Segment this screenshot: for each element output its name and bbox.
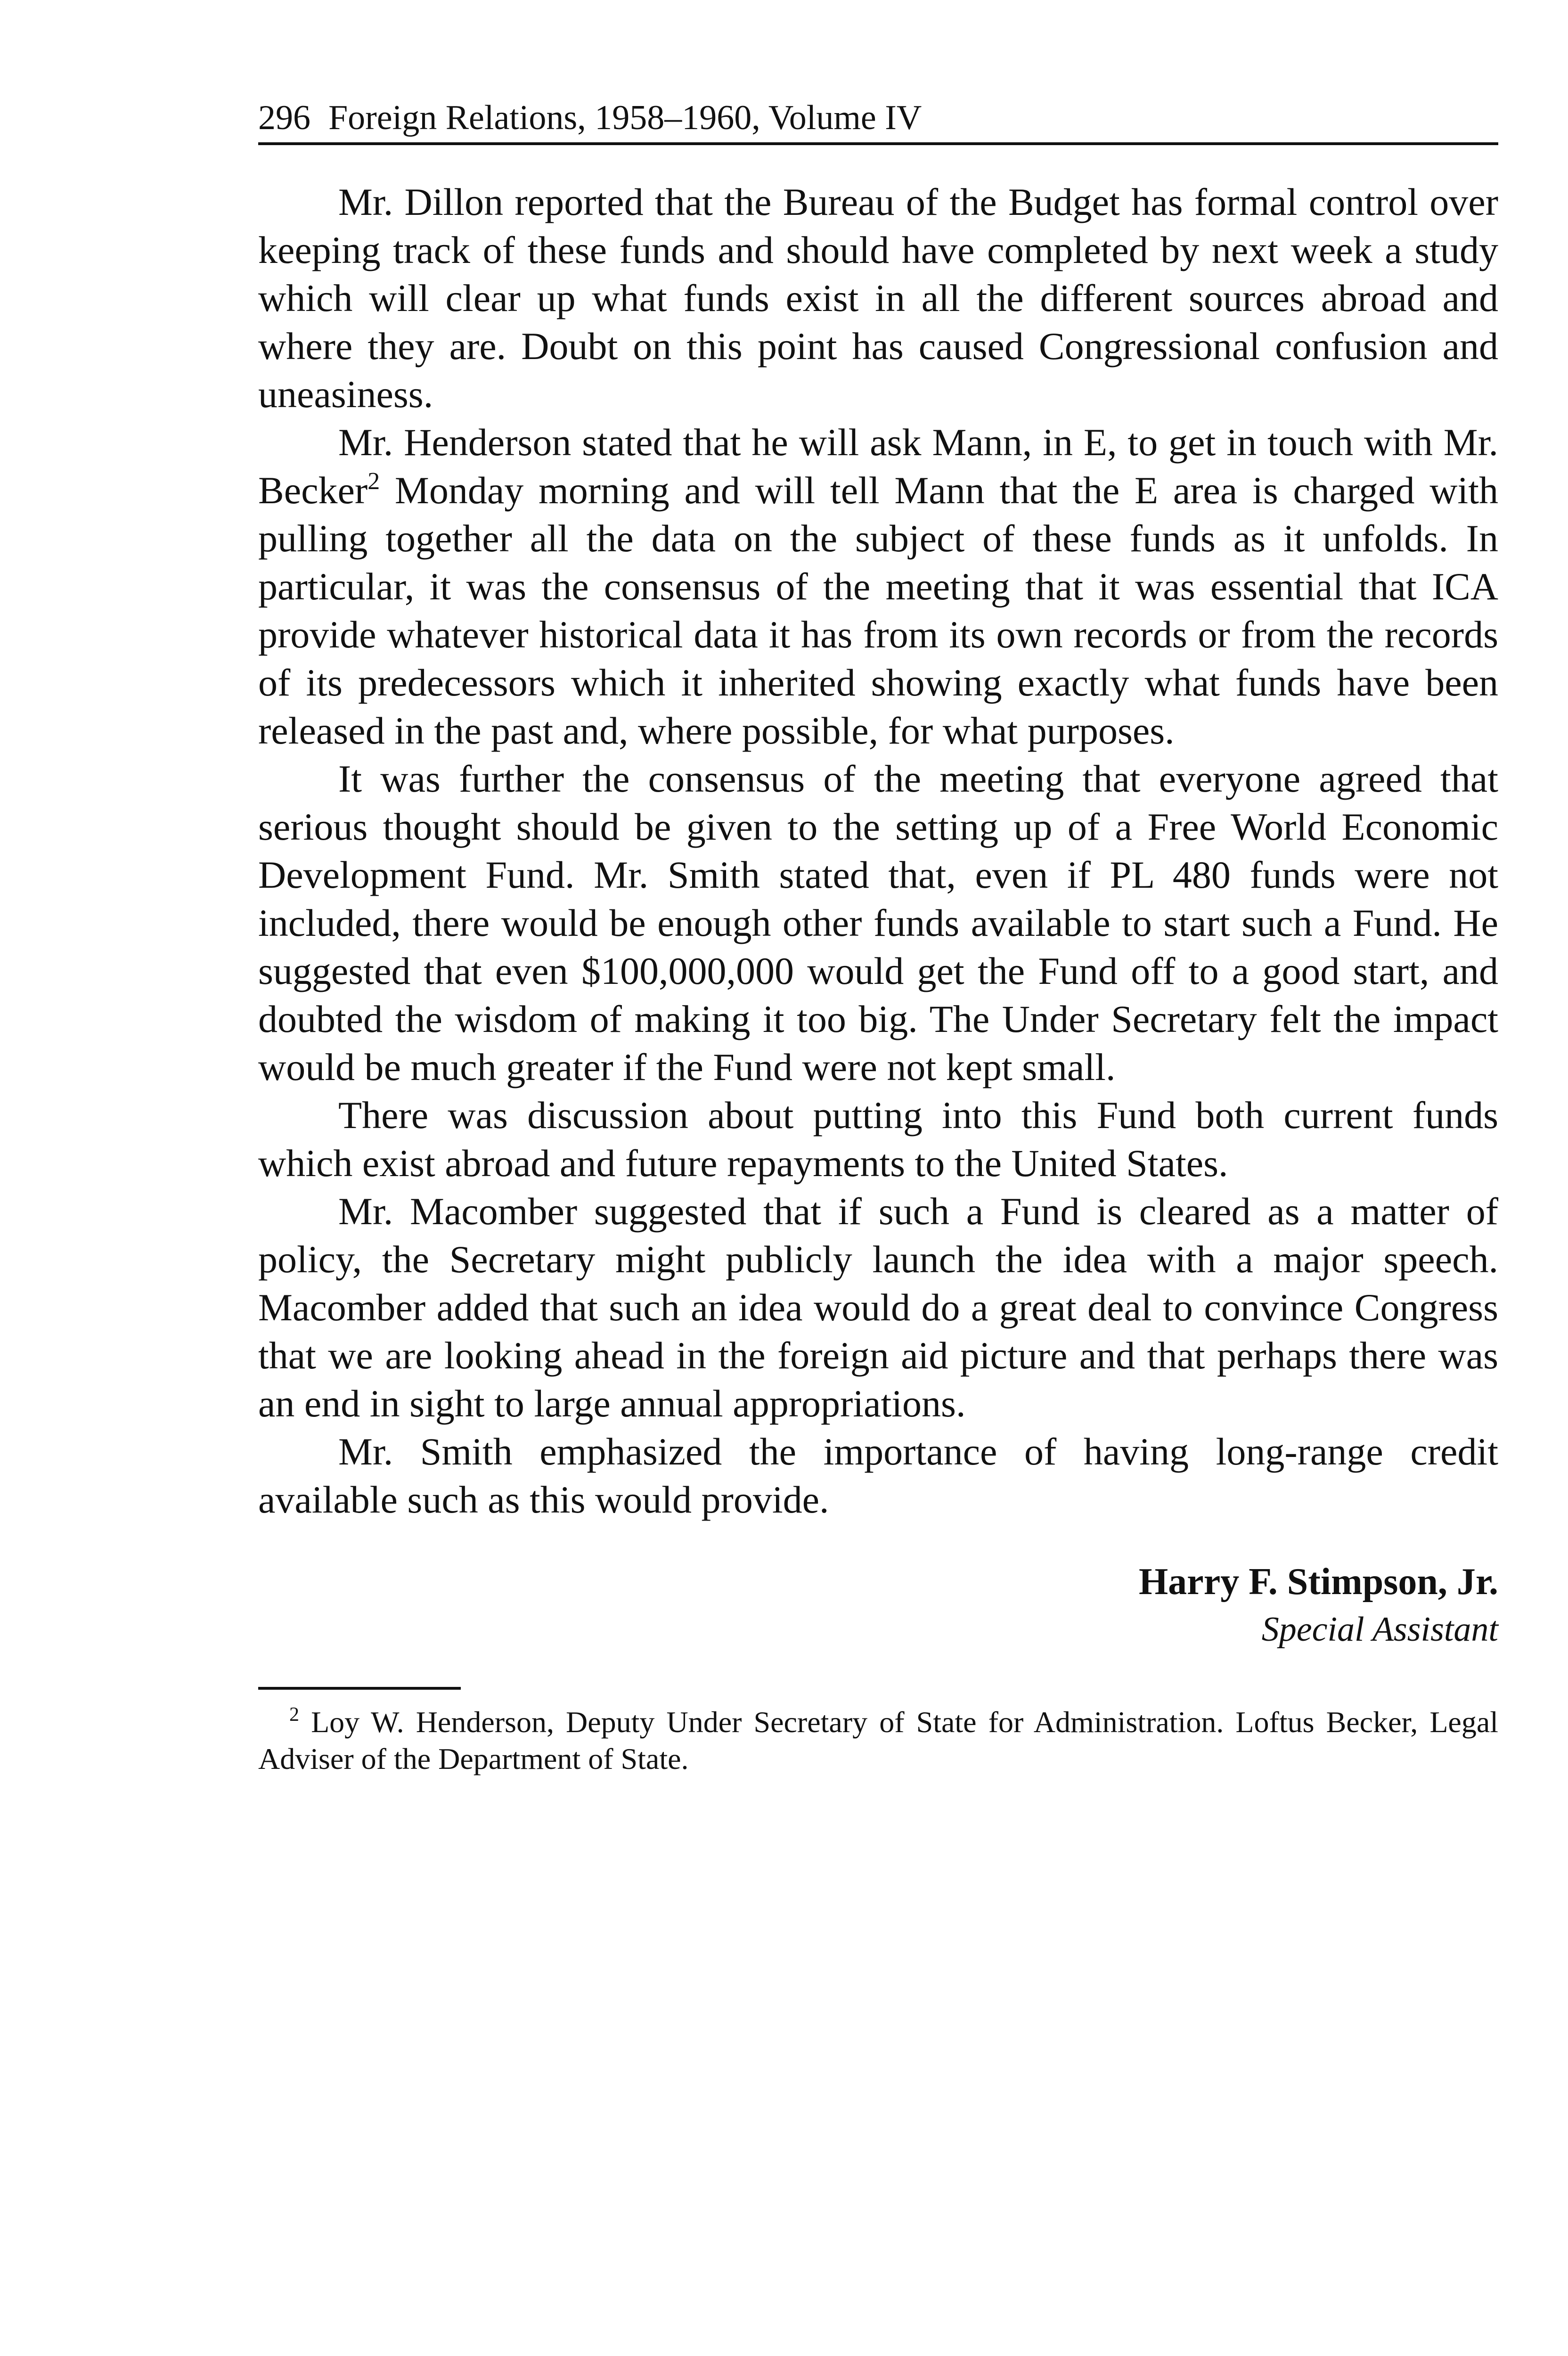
footnote-text: Loy W. Henderson, Deputy Under Secretary of State for Administration. Loftus Becker, Legal Adviser of the Department of State.	[258, 1705, 1499, 1775]
paragraph-macomber: Mr. Macomber suggested that if such a Fund is cleared as a matter of policy, the Secretary might publicly launch the idea with a major speech. Macomber added that such an idea would do a great deal to convince Congress that we are looking ahead in the foreign aid picture and that perhaps there was an end in sight to large annual appropriations.	[258, 1190, 1498, 1425]
footnote-divider	[258, 1687, 461, 1690]
footnote	[258, 1704, 1498, 1777]
signatory-title: Special Assistant	[1261, 1610, 1498, 1649]
paragraph-henderson-start: Mr. Henderson stated that he will ask Mann, in E, to get in touch with Mr. Becker	[258, 421, 1498, 512]
paragraph-henderson	[258, 418, 1498, 755]
footnote-number: 2	[289, 1704, 299, 1726]
footnote-reference: 2	[368, 468, 380, 495]
running-head	[258, 94, 1498, 145]
paragraph-discussion: There was discussion about putting into this Fund both current funds which exist abroad and future repayments to the United States.	[258, 1094, 1498, 1185]
body-text	[258, 178, 1498, 1524]
paragraph-consensus: It was further the consensus of the meeting that everyone agreed that serious thought should be given to the setting up of a Free World Economic Development Fund. Mr. Smith stated that, even if PL 480 funds were not included, there would be enough other funds available to start such a Fund. He suggested that even $100,000,000 would get the Fund off to a good start, and doubted the wisdom of making it too big. The Under Secretary felt the impact would be much greater if the Fund were not kept small.	[258, 757, 1498, 1088]
paragraph-henderson-end: Monday morning and will tell Mann that the E area is charged with pulling together all the data on the subject of these funds as it unfolds. In particular, it was the consensus of the meeting that it was essential that ICA provide whatever historical data it has from its own records or from the records of its predecessors which it inherited showing exactly what funds have been released in the past and, where possible, for what purposes.	[258, 469, 1498, 752]
running-title: Foreign Relations, 1958–1960, Volume IV	[328, 98, 922, 137]
signatory-name: Harry F. Stimpson, Jr.	[1138, 1561, 1498, 1603]
page-number: 296	[258, 98, 310, 137]
paragraph-smith: Mr. Smith emphasized the importance of having long-range credit available such as this would provide.	[258, 1430, 1498, 1521]
document-page	[258, 94, 1498, 1777]
signature-block	[258, 1558, 1498, 1653]
paragraph-dillon: Mr. Dillon reported that the Bureau of the Budget has formal control over keeping track of these funds and should have completed by next week a study which will clear up what funds exist in all the different sources abroad and where they are. Doubt on this point has caused Congressional confusion and uneasiness.	[258, 180, 1498, 416]
